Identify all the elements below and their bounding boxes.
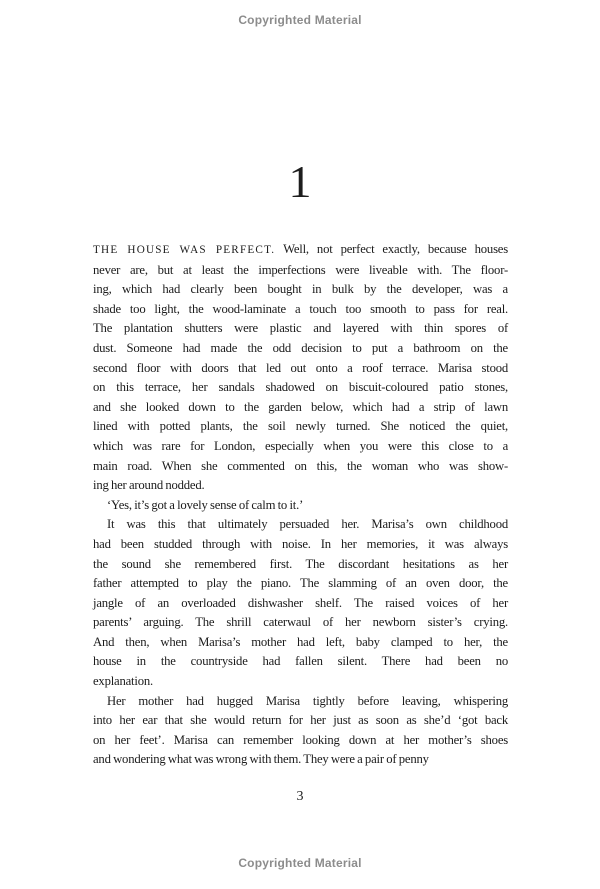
text-line: on her feet’. Marisa can remember looking down at her mother’s shoes (93, 732, 508, 747)
text-line: ‘Yes, it’s got a lovely sense of calm to it.’ (107, 497, 304, 512)
text-line: second floor with doors that led out onto a roof terrace. Marisa stood (93, 360, 508, 375)
text-line: which was rare for London, especially when you were this close to a (93, 438, 508, 453)
text-line: explanation. (93, 674, 153, 689)
text-line: Her mother had hugged Marisa tightly before leaving, whispering (107, 693, 508, 708)
body-text (93, 240, 508, 770)
text-line: on this terrace, her sandals shadowed on biscuit-coloured patio stones, (93, 380, 508, 395)
text-line: THE HOUSE WAS PERFECT. Well, not perfect exactly, because houses (93, 242, 508, 256)
text-line: The plantation shutters were plastic and layered with thin spores of (93, 321, 508, 336)
copyright-notice-top: Copyrighted Material (238, 13, 362, 27)
text-line: lined with potted plants, the soil newly turned. She noticed the quiet, (93, 419, 508, 434)
text-line: dust. Someone had made the odd decision to put a bathroom on the (93, 340, 508, 355)
text-line: It was this that ultimately persuaded her. Marisa’s own childhood (107, 517, 508, 532)
text-line: and wondering what was wrong with them. They were a pair of penny (93, 752, 429, 767)
text-line: jangle of an overloaded dishwasher shelf. The raised voices of her (93, 595, 508, 610)
text-line: parents’ arguing. The shrill caterwaul of her newborn sister’s crying. (93, 615, 508, 630)
text-line: And then, when Marisa’s mother had left, baby clamped to her, the (93, 634, 508, 649)
smallcaps-opening: THE HOUSE WAS PERFECT. (93, 244, 276, 256)
text-line: ing her around nodded. (93, 478, 205, 493)
copyright-notice-bottom: Copyrighted Material (238, 856, 362, 870)
text-line: and she looked down to the garden below, which had a strip of lawn (93, 399, 508, 414)
chapter-number: 1 (288, 156, 312, 207)
text-line: the sound she remembered first. The discordant hesitations as her (93, 556, 508, 571)
text-line: ing, which had clearly been bought in bulk by the developer, was a (93, 282, 508, 297)
text-line: house in the countryside had fallen silent. There had been no (93, 654, 508, 669)
text-line: had been studded through with noise. In her memories, it was always (93, 536, 508, 551)
page-number: 3 (296, 789, 304, 804)
text-line: shade too light, the wood-laminate a touch too smooth to pass for real. (93, 301, 508, 316)
text-line: never are, but at least the imperfections were liveable with. The floor- (93, 262, 508, 277)
text-line: main road. When she commented on this, the woman who was show- (93, 458, 508, 473)
text-line: into her ear that she would return for her just as soon as she’d ‘got back (93, 713, 508, 728)
text-line: father attempted to play the piano. The slamming of an oven door, the (93, 576, 508, 591)
